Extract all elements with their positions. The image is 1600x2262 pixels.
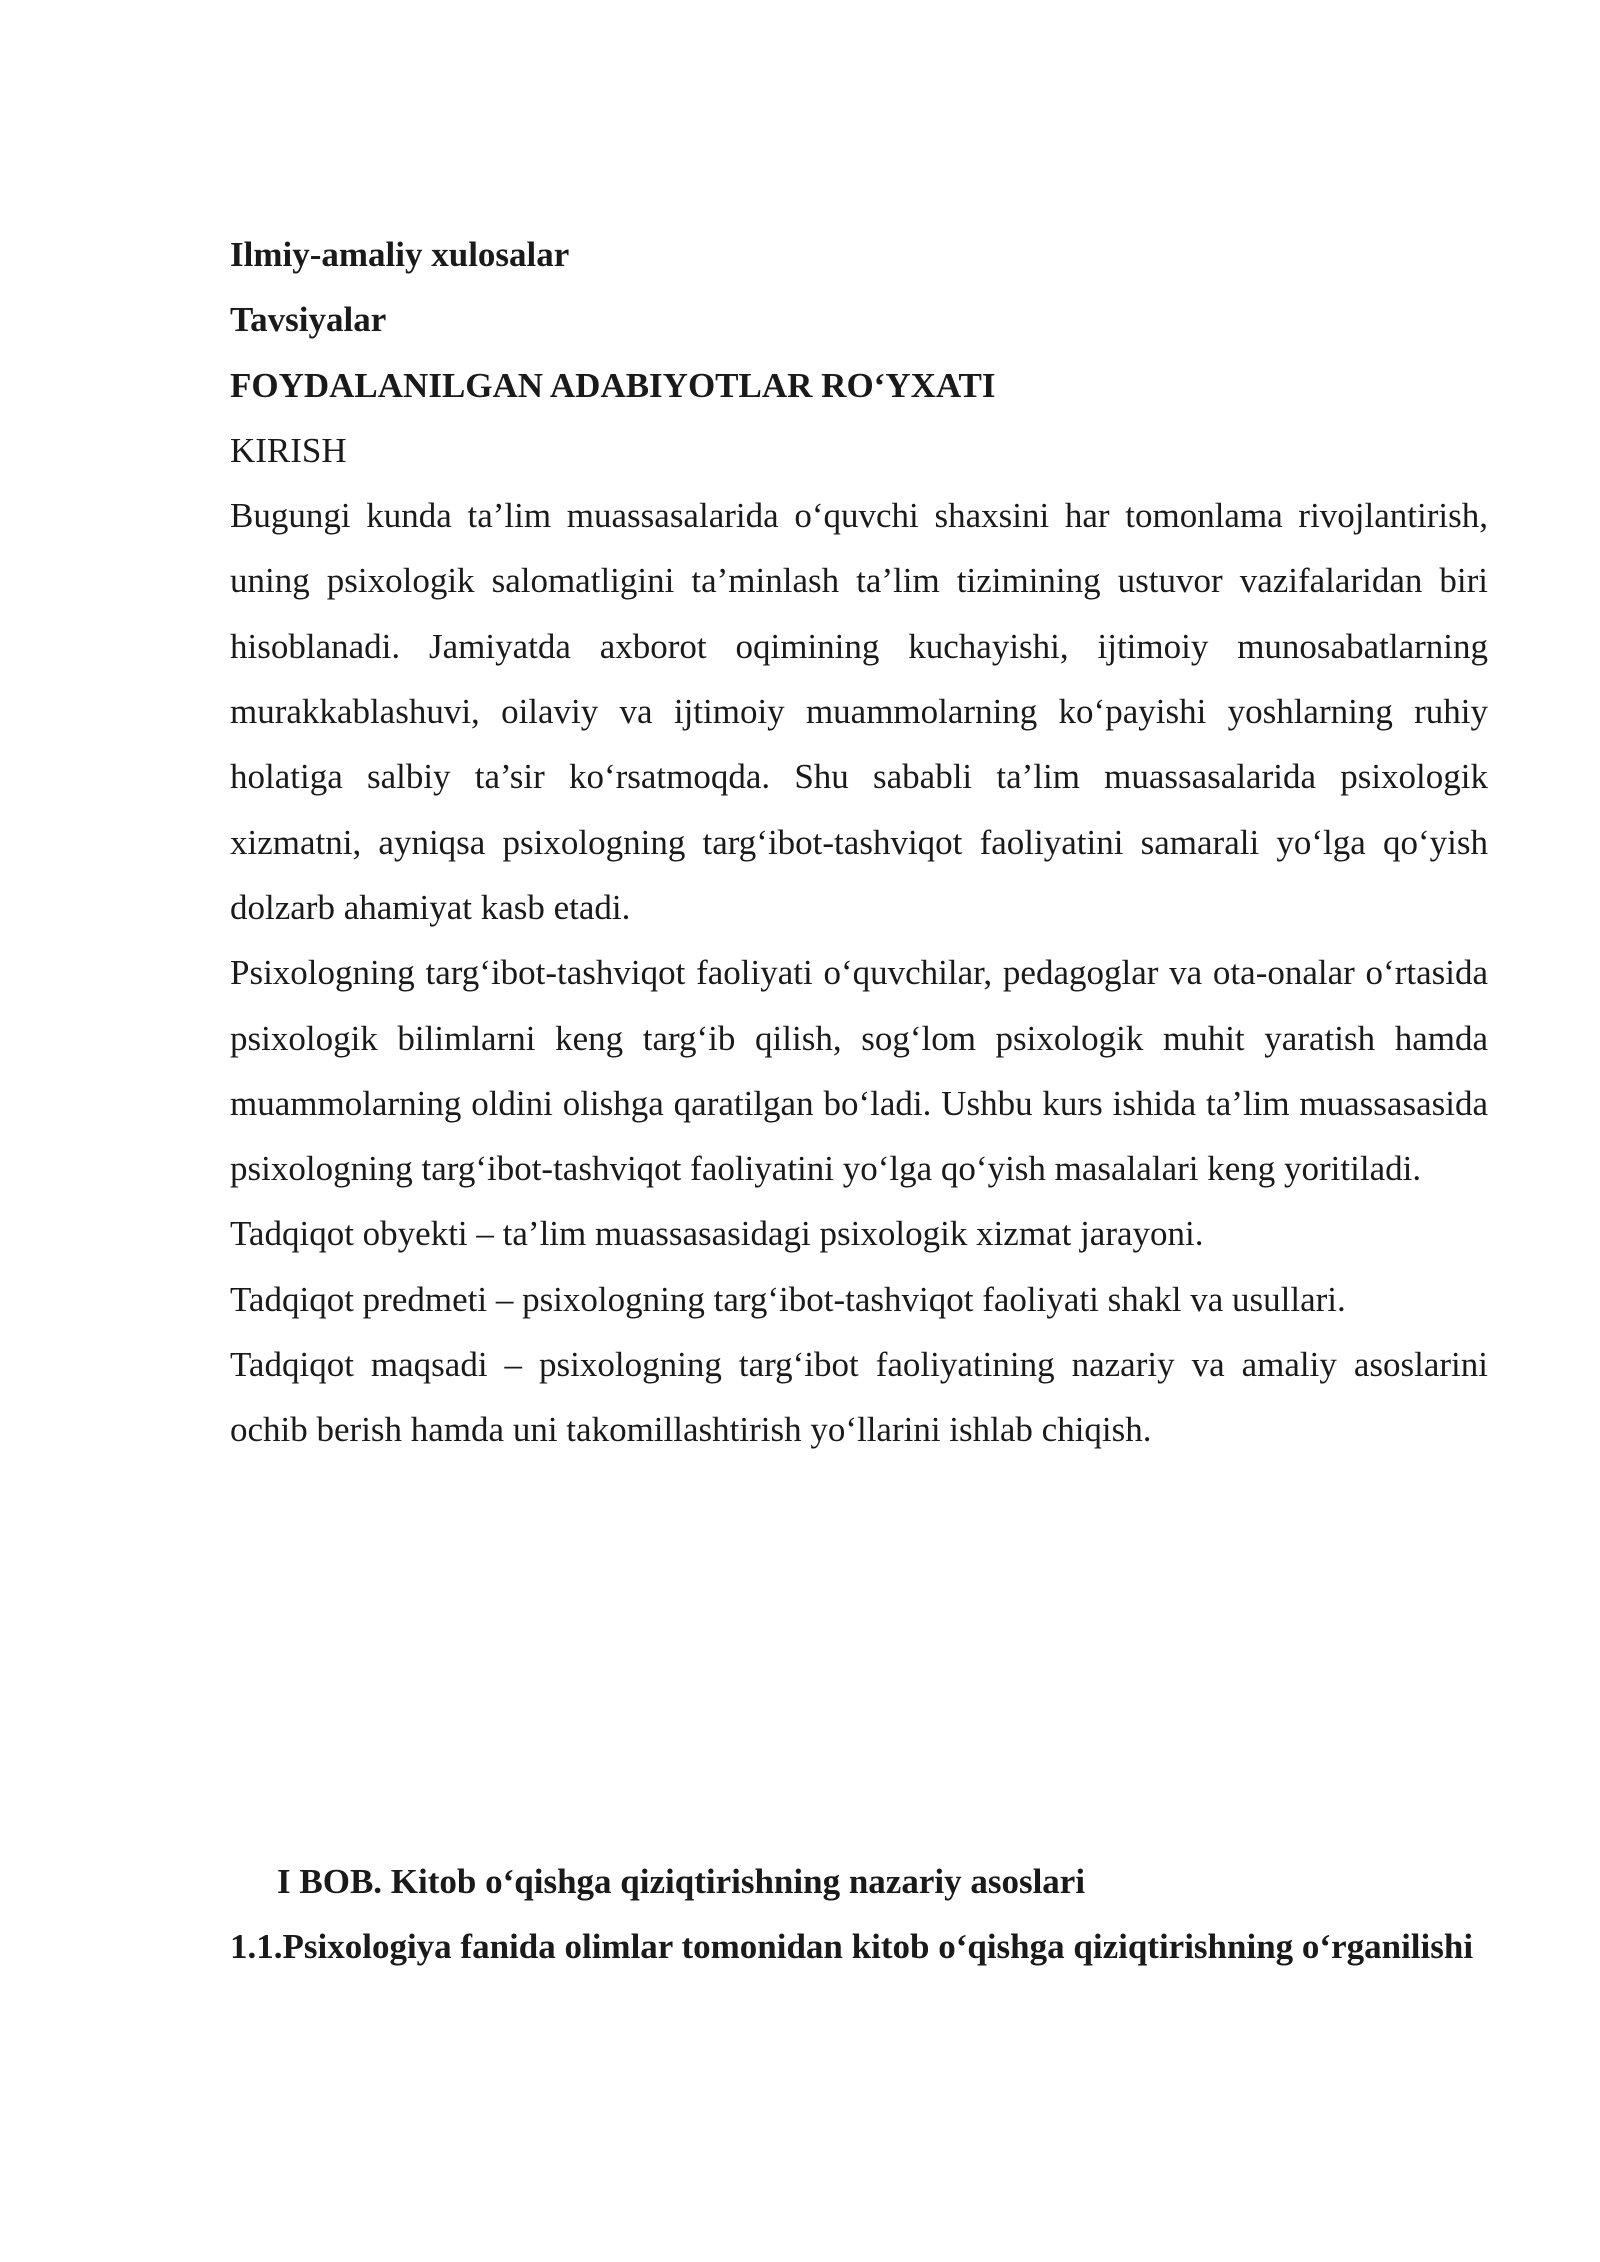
research-object: Tadqiqot obyekti – ta’lim muassasasidagi psixologik xizmat jarayoni.	[230, 1214, 1204, 1254]
intro-paragraph-2: Psixologning targ‘ibot-tashviqot faoliyati o‘quvchilar, pedagoglar va ota-onalar o‘rtasida psixologik bilimlarni keng targ‘ib qilish, sog‘lom psixologik muhit yaratish hamda muammolarning oldini olishga qaratilgan bo‘ladi. Ushbu kurs ishida ta’lim muassasasida psixologning targ‘ibot-tashviqot faoliyatini yo‘lga qo‘yish masalalari keng yoritiladi.	[230, 953, 1488, 1189]
research-subject: Tadqiqot predmeti – psixologning targ‘ibot-tashviqot faoliyati shakl va usullari.	[230, 1279, 1346, 1319]
intro-heading: KIRISH	[230, 430, 347, 470]
section-title: 1.1.Psixologiya fanida olimlar tomonidan kitob o‘qishga qiziqtirishning o‘rganilishi	[230, 1927, 1474, 1967]
toc-conclusions: Ilmiy-amaliy xulosalar	[230, 235, 570, 274]
toc-references: FOYDALANILGAN ADABIYOTLAR RO‘YXATI	[230, 365, 996, 405]
document-page	[230, 222, 1488, 1463]
intro-paragraph-1: Bugungi kunda ta’lim muassasalarida o‘quvchi shaxsini har tomonlama rivojlantirish, uning psixologik salomatligini ta’minlash ta’lim tizimining ustuvor vazifalaridan biri hisoblanadi. Jamiyatda axborot oqimining kuchayishi, ijtimoiy munosabatlarning murakkablashuvi, oilaviy va ijtimoiy muammolarning ko‘payishi yoshlarning ruhiy holatiga salbiy ta’sir ko‘rsatmoqda. Shu sababli ta’lim muassasalarida psixologik xizmatni, ayniqsa psixologning targ‘ibot-tashviqot faoliyatini samarali yo‘lga qo‘yish dolzarb ahamiyat kasb etadi.	[230, 496, 1488, 927]
chapter-block	[230, 1849, 1488, 1980]
toc-recommendations: Tavsiyalar	[230, 300, 387, 340]
chapter-title: I BOB. Kitob o‘qishga qiziqtirishning nazariy asoslari	[277, 1862, 1086, 1901]
research-goal: Tadqiqot maqsadi – psixologning targ‘ibot faoliyatining nazariy va amaliy asoslarini ochib berish hamda uni takomillashtirish yo‘llarini ishlab chiqish.	[230, 1345, 1488, 1450]
